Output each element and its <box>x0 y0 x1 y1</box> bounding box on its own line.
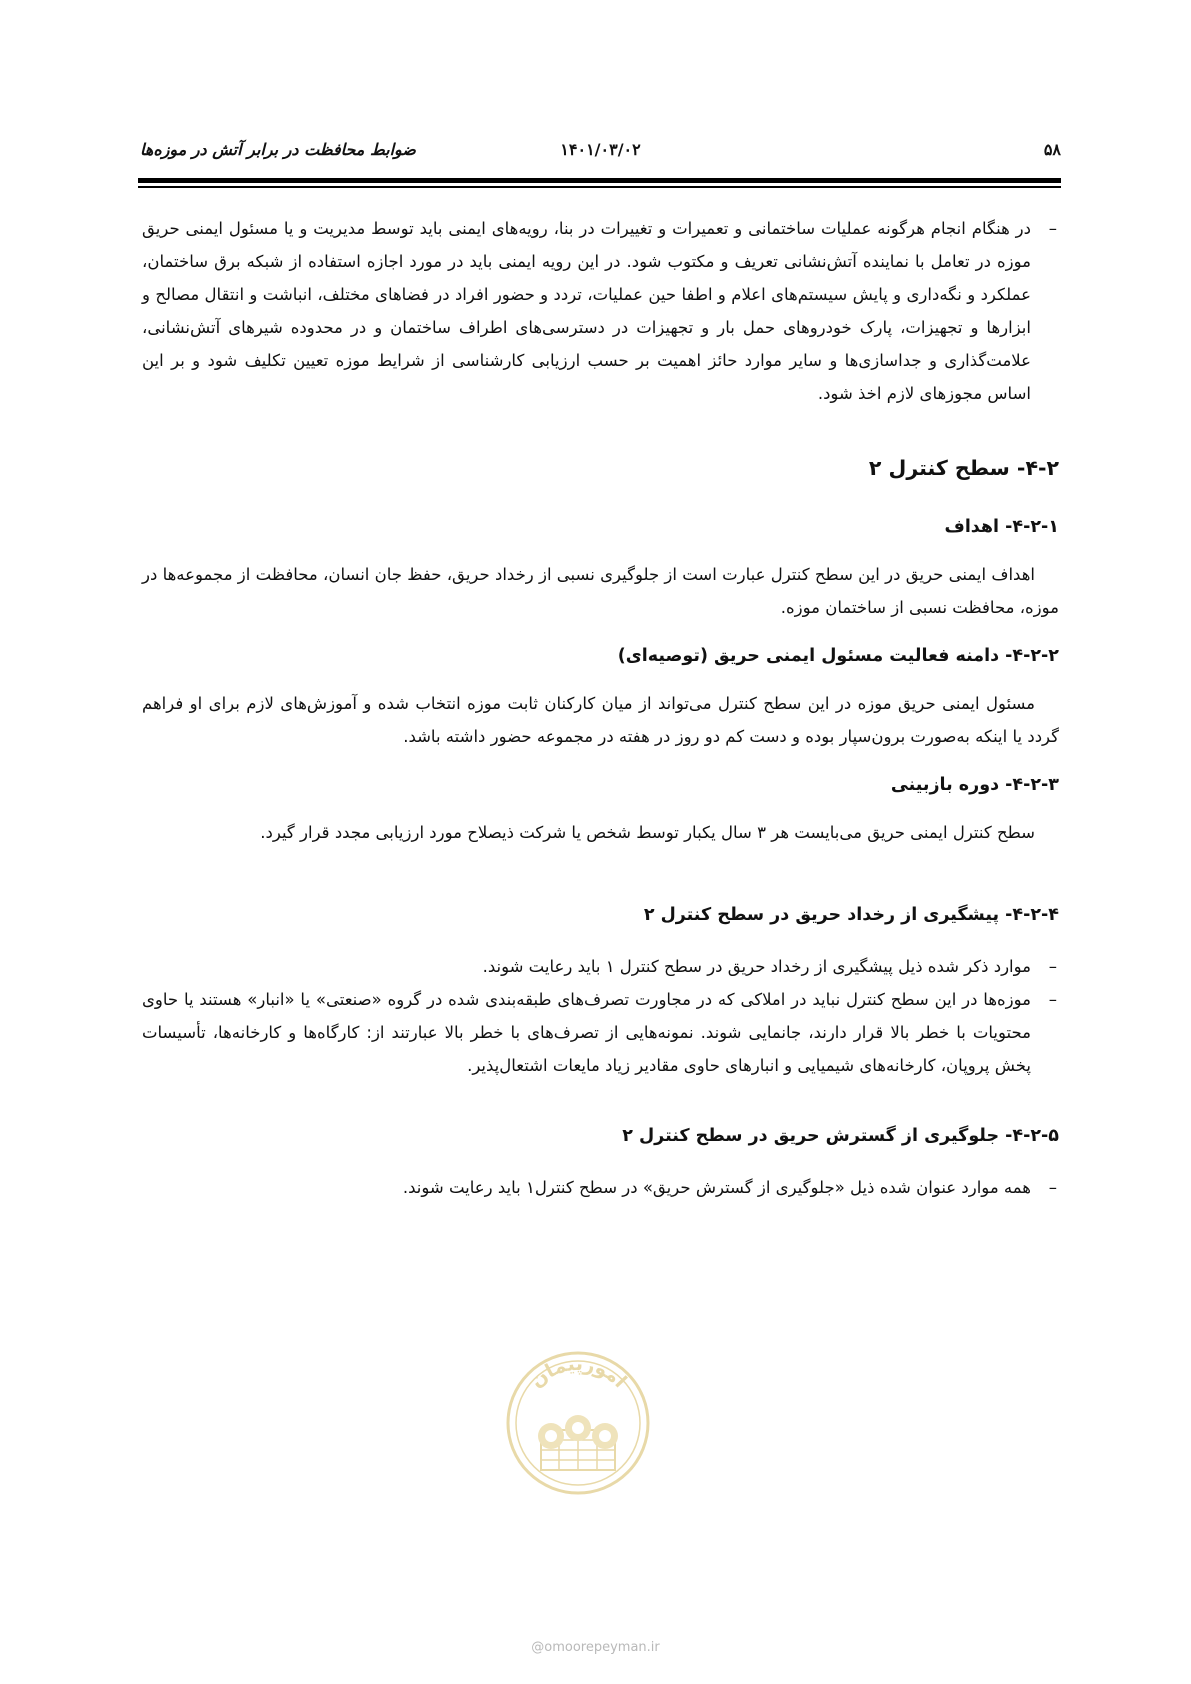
subsection-4-bullet: – موارد ذکر شده ذیل پیشگیری از رخداد حریق در سطح کنترل ۱ باید رعایت شوند. <box>142 950 1059 983</box>
subsection-2-heading: ۴-۲-۲- دامنه فعالیت مسئول ایمنی حریق (توصیه‌ای) <box>617 646 1059 666</box>
document-body <box>142 212 1059 1204</box>
watermark-site: @omoorepeyman.ir <box>531 1640 660 1655</box>
seal-text: امورپیمان <box>525 1352 631 1393</box>
intro-bullet: – در هنگام انجام هرگونه عملیات ساختمانی و تعمیرات و تغییرات در بنا، رویه‌های ایمنی باید توسط مدیریت و یا مسئول ایمنی حریق موزه در تعامل با نماینده آتش‌نشانی تعریف و مکتوب شود. در این رویه ایمنی باید در مورد اجازه استفاده از شبکه برق ساختمان، عملکرد و نگه‌داری و پایش سیستم‌های اعلام و اطفا حین عملیات، تردد و حضور افراد در فضاهای مختلف، انباشت و انتقال مصالح و ابزارها و تجهیزات، پارک خودروهای حمل بار و تجهیزات در دسترسی‌های اطراف ساختمان و در محدوده شیرهای آتش‌نشانی، علامت‌گذاری و جداسازی‌ها و سایر موارد حائز اهمیت بر حسب ارزیابی کارشناسی از شرایط موزه تعیین تکلیف شود و بر این اساس مجوزهای لازم اخذ شود. <box>142 212 1059 410</box>
subsection-5-bullet: – همه موارد عنوان شده ذیل «جلوگیری از گسترش حریق» در سطح کنترل۱ باید رعایت شوند. <box>142 1171 1059 1204</box>
header-rule-thick <box>138 178 1061 183</box>
header-date: ۱۴۰۱/۰۳/۰۲ <box>560 140 641 159</box>
watermark-seal-logo <box>503 1348 653 1498</box>
page-number: ۵۸ <box>1043 140 1061 159</box>
subsection-1-text: اهداف ایمنی حریق در این سطح کنترل عبارت است از جلوگیری نسبی از رخداد حریق، حفظ جان انسان، محافظت از مجموعه‌ها در موزه، محافظت نسبی از ساختمان موزه. <box>142 565 1059 617</box>
header-title: ضوابط محافظت در برابر آتش در موزه‌ها <box>140 140 416 159</box>
subsection-4-heading: ۴-۲-۴- پیشگیری از رخداد حریق در سطح کنترل ۲ <box>643 905 1059 925</box>
subsection-2-text: مسئول ایمنی حریق موزه در این سطح کنترل می‌تواند از میان کارکنان ثابت موزه انتخاب شده و آموزش‌های لازم برای او فراهم گردد یا اینکه به‌صورت برون‌سپار بوده و دست کم دو روز در هفته در مجموعه حضور داشته باشد. <box>142 694 1059 746</box>
subsection-4-bullet: – موزه‌ها در این سطح کنترل نباید در املاکی که در مجاورت تصرف‌های طبقه‌بندی شده در گروه «صنعتی» یا «انبار» هستند یا حاوی محتویات با خطر بالا قرار دارند، جانمایی شوند. نمونه‌هایی از تصرف‌های با خطر بالا عبارتند از: کارگاه‌ها و کارخانه‌ها، تأسیسات پخش پروپان، کارخانه‌های شیمیایی و انبارهای حاوی مقادیر زیاد مایعات اشتعال‌پذیر. <box>142 983 1059 1082</box>
header-rule-thin <box>138 186 1061 188</box>
subsection-5-heading: ۴-۲-۵- جلوگیری از گسترش حریق در سطح کنترل ۲ <box>622 1126 1059 1146</box>
subsection-3-text: سطح کنترل ایمنی حریق می‌بایست هر ۳ سال یکبار توسط شخص یا شرکت ذیصلاح مورد ارزیابی مجدد قرار گیرد. <box>260 823 1035 842</box>
page-header <box>140 140 1061 166</box>
svg-text:امورپیمان <box>526 1353 631 1392</box>
section-heading: ۴-۲- سطح کنترل ۲ <box>868 456 1059 480</box>
subsection-3-heading: ۴-۲-۳- دوره بازبینی <box>890 775 1059 795</box>
subsection-1-heading: ۴-۲-۱- اهداف <box>944 517 1059 537</box>
